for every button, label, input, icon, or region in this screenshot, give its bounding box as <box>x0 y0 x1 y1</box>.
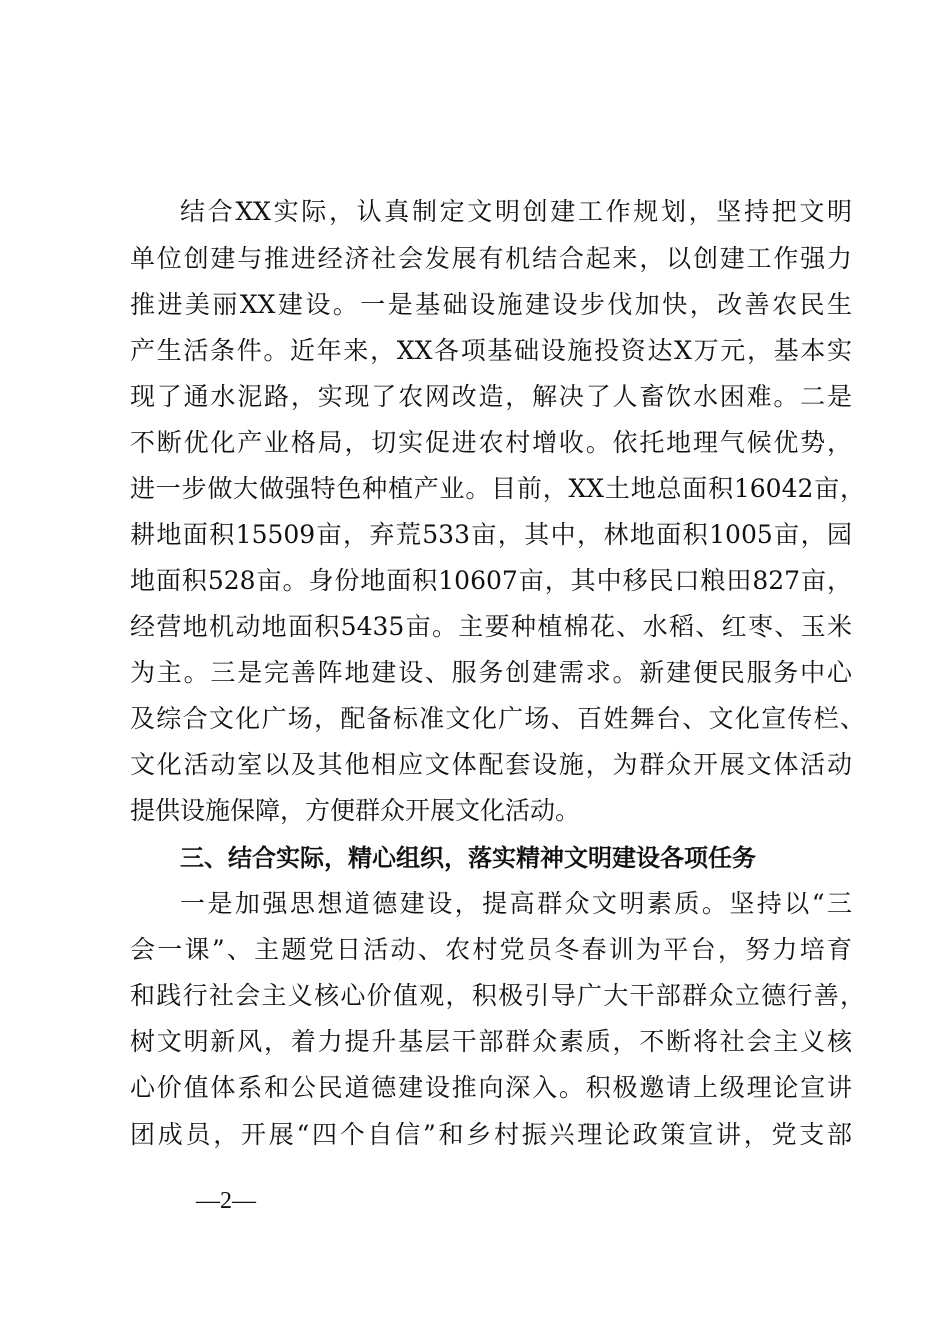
text-line: 心价值体系和公民道德建设推向深入。积极邀请上级理论宣讲 <box>130 1073 852 1102</box>
text-line: 不断优化产业格局，切实促进农村增收。依托地理气候优势， <box>130 428 852 457</box>
text-line: 结合XX实际，认真制定文明创建工作规划，坚持把文明 <box>180 197 852 226</box>
text-line: 产生活条件。近年来，XX各项基础设施投资达X万元，基本实 <box>130 336 852 365</box>
text-line: 树文明新风，着力提升基层干部群众素质，不断将社会主义核 <box>130 1027 852 1056</box>
text-line: 现了通水泥路，实现了农网改造，解决了人畜饮水困难。二是 <box>130 382 852 411</box>
text-line: 推进美丽XX建设。一是基础设施建设步伐加快，改善农民生 <box>130 290 852 319</box>
text-line: 单位创建与推进经济社会发展有机结合起来，以创建工作强力 <box>130 244 852 273</box>
text-line: 文化活动室以及其他相应文体配套设施，为群众开展文体活动 <box>130 750 852 779</box>
text-line: 为主。三是完善阵地建设、服务创建需求。新建便民服务中心 <box>130 658 852 687</box>
text-line: 及综合文化广场，配备标准文化广场、百姓舞台、文化宣传栏、 <box>130 704 865 733</box>
text-line: 一是加强思想道德建设，提高群众文明素质。坚持以“三 <box>180 889 852 918</box>
text-line: 和践行社会主义核心价值观，积极引导广大干部群众立德行善， <box>130 981 865 1010</box>
text-line: 团成员，开展“四个自信”和乡村振兴理论政策宣讲，党支部 <box>130 1120 852 1149</box>
page-number: —2— <box>196 1188 256 1214</box>
section-heading: 三、结合实际，精心组织，落实精神文明建设各项任务 <box>180 844 756 872</box>
text-line: 耕地面积15509亩，弃荒533亩，其中，林地面积1005亩，园 <box>130 520 852 549</box>
text-line: 提供设施保障，方便群众开展文化活动。 <box>130 796 581 825</box>
text-line: 地面积528亩。身份地面积10607亩，其中移民口粮田827亩， <box>130 566 852 595</box>
text-line: 经营地机动地面积5435亩。主要种植棉花、水稻、红枣、玉米 <box>130 612 852 641</box>
text-line: 进一步做大做强特色种植产业。目前，XX土地总面积16042亩， <box>130 474 865 503</box>
text-line: 会一课”、主题党日活动、农村党员冬春训为平台，努力培育 <box>130 935 852 964</box>
